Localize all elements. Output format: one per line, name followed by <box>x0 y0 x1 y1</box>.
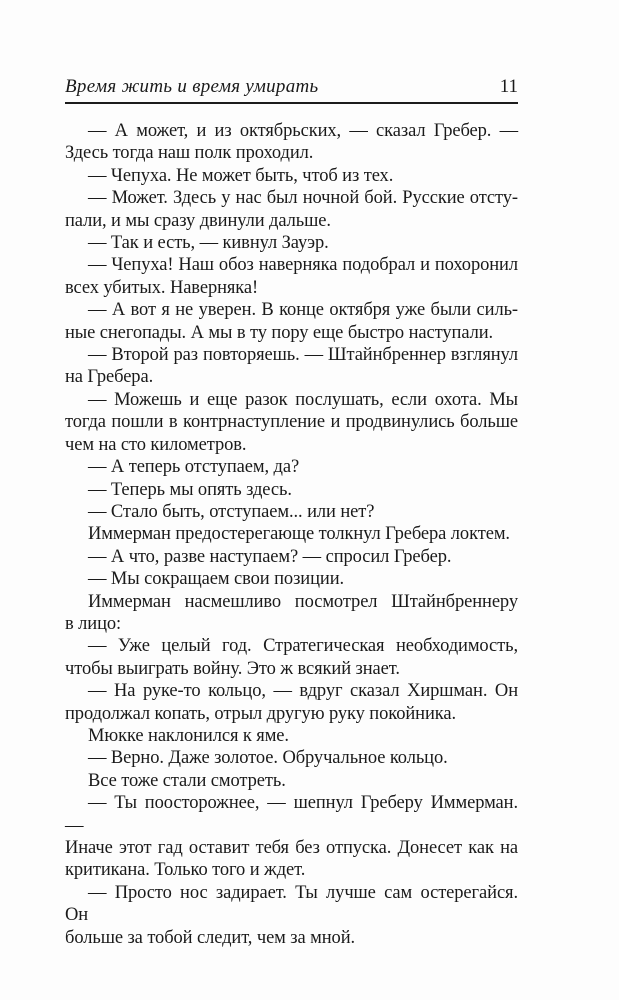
paragraph <box>65 747 518 769</box>
paragraph <box>65 389 518 456</box>
text-line: критикана. Только того и ждет. <box>65 860 306 881</box>
text-line: Все тоже стали смотреть. <box>88 770 286 791</box>
paragraph <box>65 591 518 636</box>
paragraph <box>65 299 518 344</box>
page-number: 11 <box>499 76 518 97</box>
paragraph <box>65 523 518 545</box>
paragraph <box>65 232 518 254</box>
text-line: всех убитых. Наверняка! <box>65 277 259 298</box>
text-line: продолжал копать, отрыл другую руку покойника. <box>65 703 456 724</box>
text-line: — Уже целый год. Стратегическая необходимость, <box>88 636 518 657</box>
text-line: чтобы выиграть войну. Это ж всякий знает. <box>65 658 400 679</box>
text-line: Здесь тогда наш полк проходил. <box>65 143 314 164</box>
text-line: — Мы сокращаем свои позиции. <box>88 569 345 590</box>
paragraph <box>65 770 518 792</box>
paragraph <box>65 792 518 882</box>
text-line: пали, и мы сразу двинули дальше. <box>65 210 331 231</box>
paragraph <box>65 479 518 501</box>
text-line: Иммерман насмешливо посмотрел Штайнбреннеру <box>88 591 518 612</box>
text-line: — Второй раз повторяешь. — Штайнбреннер взглянул <box>88 345 518 366</box>
text-line: — Теперь мы опять здесь. <box>88 479 292 500</box>
paragraph <box>65 456 518 478</box>
text-line: чем на сто километров. <box>65 434 247 455</box>
paragraph <box>65 568 518 590</box>
text-line: в лицо: <box>65 613 122 634</box>
paragraph <box>65 725 518 747</box>
text-line: — А теперь отступаем, да? <box>88 457 300 478</box>
paragraph <box>65 120 518 165</box>
book-title: Время жить и время умирать <box>65 76 319 97</box>
paragraph <box>65 635 518 680</box>
text-line: — Ты поосторожнее, — шепнул Греберу Иммерман. — <box>65 793 518 836</box>
paragraph <box>65 882 518 949</box>
header-rule <box>65 102 518 104</box>
text-line: — Чепуха! Наш обоз наверняка подобрал и похоронил <box>88 255 518 276</box>
paragraph <box>65 680 518 725</box>
paragraph <box>65 344 518 389</box>
text-line: — Можешь и еще разок послушать, если охота. Мы <box>88 389 518 410</box>
text-line: — На руке-то кольцо, — вдруг сказал Хиршман. Он <box>88 681 518 702</box>
text-line: — Просто нос задирает. Ты лучше сам остерегайся. Он <box>65 882 518 926</box>
text-line: Иммерман предостерегающе толкнул Гребера локтем. <box>88 524 510 545</box>
text-line: — Стало быть, отступаем... или нет? <box>88 501 375 522</box>
text-line: на Гребера. <box>65 367 154 388</box>
page-body <box>65 120 518 949</box>
paragraph <box>65 546 518 568</box>
text-line: — А может, и из октябрьских, — сказал Гребер. — <box>88 121 518 141</box>
text-line: — Может. Здесь у нас был ночной бой. Русские отсту- <box>88 188 518 209</box>
text-line: — Чепуха. Не может быть, чтоб из тех. <box>88 165 394 186</box>
paragraph <box>65 501 518 523</box>
running-header <box>65 0 518 98</box>
text-line: — А вот я не уверен. В конце октября уже были силь- <box>88 300 518 321</box>
paragraph <box>65 165 518 187</box>
paragraph <box>65 187 518 232</box>
text-line: ные снегопады. А мы в ту пору еще быстро наступали. <box>65 322 494 343</box>
text-line: тогда пошли в контрнаступление и продвинулись больше <box>65 412 518 433</box>
text-line: больше за тобой следит, чем за мной. <box>65 927 356 948</box>
text-line: Иначе этот гад оставит тебя без отпуска. Донесет как на <box>65 838 518 858</box>
text-line: Мюкке наклонился к яме. <box>88 725 289 746</box>
paragraph <box>65 254 518 299</box>
text-line: — Верно. Даже золотое. Обручальное кольцо. <box>88 748 448 769</box>
text-line: — Так и есть, — кивнул Зауэр. <box>88 233 329 254</box>
text-line: — А что, разве наступаем? — спросил Гребер. <box>88 546 452 567</box>
